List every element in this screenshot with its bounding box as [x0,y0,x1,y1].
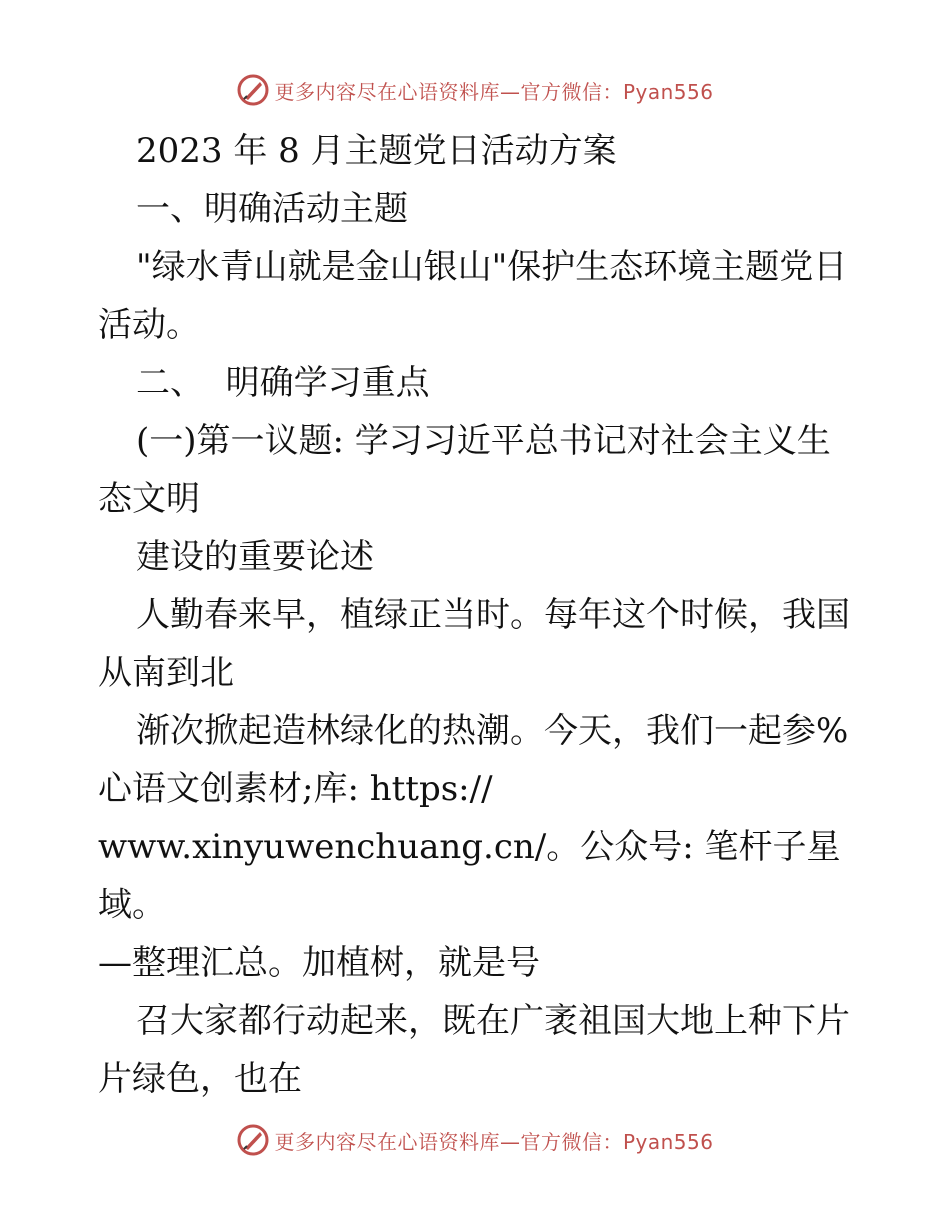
header-banner-text: 更多内容尽在心语资料库—官方微信：Pyan556 [274,79,714,104]
body-line: "绿水青山就是金山银山"保护生态环境主题党日 [136,247,848,287]
body-line: 建设的重要论述 [136,537,374,577]
footer-banner-text: 更多内容尽在心语资料库—官方微信：Pyan556 [274,1129,714,1154]
body-line: 从南到北 [98,653,234,693]
header-banner [0,70,950,110]
document-title: 2023 年 8 月主题党日活动方案 [136,131,617,171]
document-body [98,122,858,1108]
body-line: 活动。 [98,305,200,345]
subsection-heading: (一)第一议题: 学习习近平总书记对社会主义生 [136,421,831,461]
body-line: 渐次掀起造林绿化的热潮。今天，我们一起参% [136,711,849,751]
body-line: 人勤春来早，植绿正当时。每年这个时候，我国 [136,595,850,635]
body-line: 态文明 [98,479,200,519]
section-heading-2: 二、 明确学习重点 [136,363,430,403]
body-line: 片绿色，也在 [98,1059,302,1099]
body-line: 召大家都行动起来，既在广袤祖国大地上种下片 [136,1001,850,1041]
body-line: www.xinyuwenchuang.cn/。公众号: 笔杆子星域。 [98,827,841,925]
quill-logo-icon [236,1123,270,1157]
quill-logo-icon [236,73,270,107]
footer-banner [0,1120,950,1160]
body-line: —整理汇总。加植树，就是号 [98,943,540,983]
body-line: 心语文创素材;库: https:// [98,769,493,809]
section-heading-1: 一、明确活动主题 [136,189,408,229]
